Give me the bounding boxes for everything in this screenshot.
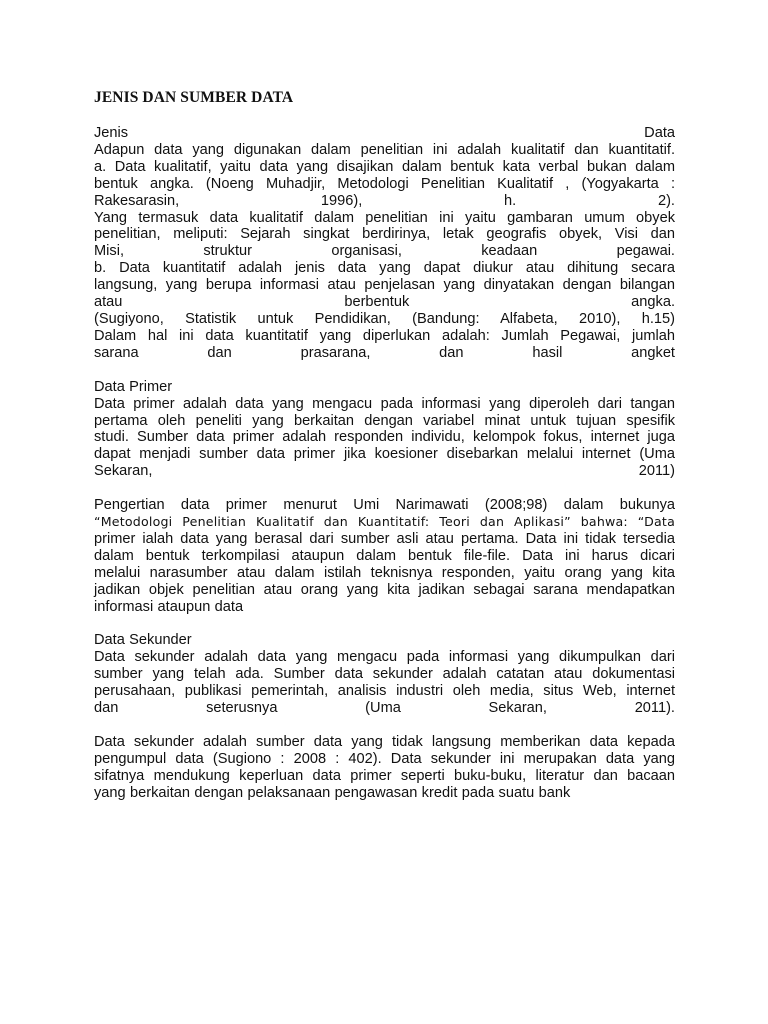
text-line: informasi ataupun data [94, 598, 244, 615]
text-line: bentuk angka. (Noeng Muhadjir, Metodologi Penelitian Kualitatif , (Yogyakarta : [94, 175, 675, 192]
text-line: Adapun data yang digunakan dalam penelitian ini adalah kualitatif dan kuantitatif. [94, 141, 675, 158]
text-line: yang berkaitan dengan pelaksanaan pengawasan kredit pada suatu bank [94, 784, 571, 801]
text-line: pengumpul data (Sugiono : 2008 : 402). Data sekunder ini merupakan data yang [94, 750, 675, 767]
section-heading: Data Sekunder [94, 632, 192, 649]
text-line: (Sugiyono, Statistik untuk Pendidikan, (Bandung: Alfabeta, 2010), h.15) [94, 310, 675, 327]
text-line: perusahaan, publikasi pemerintah, analisis industri oleh media, situs Web, internet [94, 683, 675, 700]
section-pengertian-data-primer [94, 497, 675, 615]
text-line: a. Data kualitatif, yaitu data yang disajikan dalam bentuk kata verbal bukan dalam [94, 158, 675, 175]
text-line: Data sekunder adalah data yang mengacu pada informasi yang dikumpulkan dari [94, 649, 675, 666]
text-line: Data primer adalah data yang mengacu pada informasi yang diperoleh dari tangan [94, 395, 675, 412]
text-line: Jenis Data [94, 125, 675, 141]
text-line: dan seterusnya (Uma Sekaran, 2011). [94, 700, 675, 717]
text-line: Pengertian data primer menurut Umi Narimawati (2008;98) dalam bukunya [94, 497, 675, 514]
text-line: sarana dan prasarana, dan hasil angket [94, 344, 675, 361]
text-line: Sekaran, 2011) [94, 463, 675, 480]
text-line: melalui narasumber atau dalam istilah teknisnya responden, yaitu orang yang kita [94, 564, 675, 581]
section-data-sekunder [94, 632, 675, 717]
text-line: b. Data kuantitatif adalah jenis data yang dapat diukur atau dihitung secara [94, 260, 675, 277]
text-line: langsung, yang berupa informasi atau penjelasan yang dinyatakan dengan bilangan [94, 277, 675, 294]
text-line: pertama oleh peneliti yang berkaitan dengan variabel minat untuk tujuan spesifik [94, 412, 675, 429]
section-data-primer [94, 379, 675, 480]
text-line: sifatnya mendukung keperluan data primer seperti buku-buku, literatur dan bacaan [94, 767, 675, 784]
text-line: Yang termasuk data kualitatif dalam penelitian ini yaitu gambaran umum obyek [94, 209, 675, 226]
document-title: JENIS DAN SUMBER DATA [94, 89, 294, 106]
text-line: jadikan objek penelitian atau orang yang kita jadikan sebagai sarana mendapatkan [94, 581, 675, 598]
text-line: studi. Sumber data primer adalah responden individu, kelompok fokus, internet juga [94, 429, 675, 446]
text-line: Rakesarasin, 1996), h. 2). [94, 192, 675, 209]
section-heading: Data Primer [94, 378, 173, 395]
document-page [94, 88, 675, 802]
section-jenis-data [94, 125, 675, 362]
text-line: Data sekunder adalah sumber data yang tidak langsung memberikan data kepada [94, 734, 675, 750]
text-line: sumber yang telah ada. Sumber data sekunder adalah catatan atau dokumentasi [94, 666, 675, 683]
text-line: Dalam hal ini data kuantitatif yang diperlukan adalah: Jumlah Pegawai, jumlah [94, 327, 675, 344]
text-line: primer ialah data yang berasal dari sumber asli atau pertama. Data ini tidak tersedia [94, 530, 675, 547]
section-data-sekunder-detail [94, 734, 675, 802]
text-line: penelitian, meliputi: Sejarah singkat berdirinya, letak geografis obyek, Visi dan [94, 226, 675, 243]
text-line: atau berbentuk angka. [94, 294, 675, 311]
text-line: Misi, struktur organisasi, keadaan pegawai. [94, 243, 675, 260]
book-title-quote: “Metodologi Penelitian Kualitatif dan Kuantitatif: Teori dan Aplikasi” bahwa: “Data [94, 514, 675, 530]
text-line: dalam bentuk terkompilasi ataupun dalam bentuk file-file. Data ini harus dicari [94, 547, 675, 564]
text-line: dapat menjadi sumber data primer jika koesioner disebarkan melalui internet (Uma [94, 446, 675, 463]
